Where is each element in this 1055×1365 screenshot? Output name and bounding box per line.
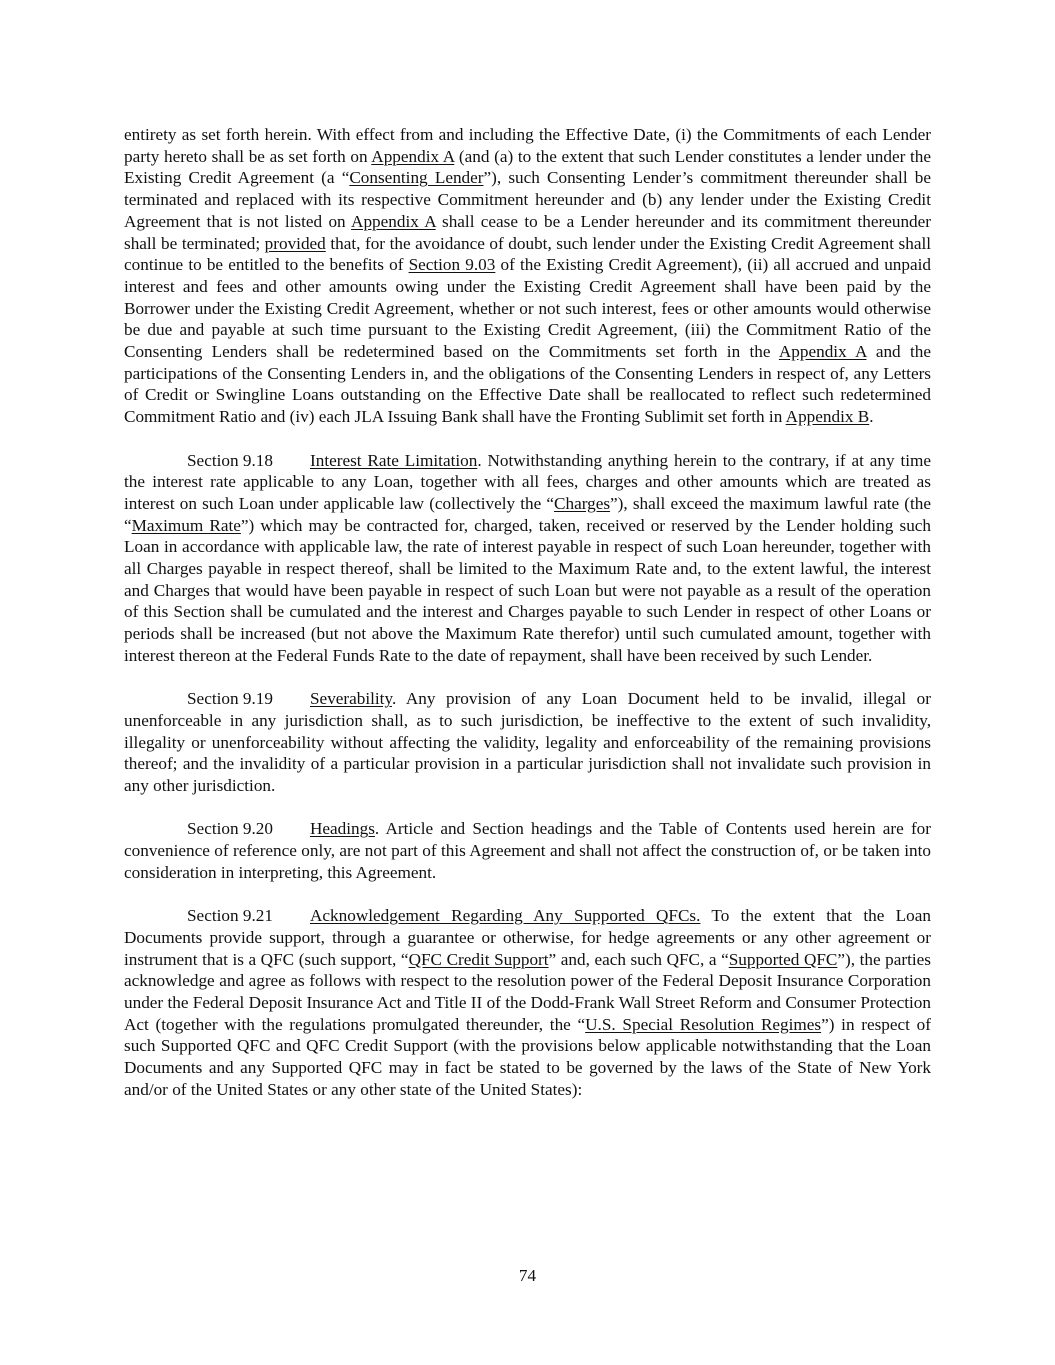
appendix-a-reference: Appendix A	[351, 211, 436, 231]
section-heading: Headings	[310, 819, 375, 839]
appendix-a-reference: Appendix A	[371, 146, 455, 166]
continuation-paragraph: entirety as set forth herein. With effect from and including the Effective Date, (i) the Commitments of each Lender party hereto shall be as set forth on Appendix A (and (a) to the extent that such Lender constitutes a lender under the Existing Credit Agreement (a “Consenting Lender”), such Consenting Lender’s commitment thereunder shall be terminated and replaced with its respective Commitment hereunder and (b) any lender under the Existing Credit Agreement that is not listed on Appendix A shall cease to be a Lender hereunder and its commitment thereunder shall be terminated; provided that, for the avoidance of doubt, such lender under the Existing Credit Agreement shall continue to be entitled to the benefits of Section 9.03 of the Existing Credit Agreement), (ii) all accrued and unpaid interest and fees and other amounts owing under the Existing Credit Agreement shall have been paid by the Borrower under the Existing Credit Agreement, whether or not such interest, fees or other amounts would otherwise be due and payable at such time pursuant to the Existing Credit Agreement, (iii) the Commitment Ratio of the Consenting Lenders shall be redetermined based on the Commitments set forth in the Appendix A and the participations of the Consenting Lenders in, and the obligations of the Consenting Lenders in respect of, any Letters of Credit or Swingline Loans outstanding on the Effective Date shall be reallocated to reflect such redetermined Commitment Ratio and (iv) each JLA Issuing Bank shall have the Fronting Sublimit set forth in Appendix B.	[124, 125, 931, 427]
section-number: Section 9.19	[187, 689, 273, 709]
section-heading: Interest Rate Limitation	[310, 450, 478, 470]
consenting-lender-term: Consenting Lender	[349, 168, 484, 188]
section-9-20-paragraph: Section 9.20 Headings. Article and Section headings and the Table of Contents used herein are for convenience of reference only, are not part of this Agreement and shall not affect the construction of, or be taken into consideration in interpreting, this Agreement.	[124, 819, 931, 882]
appendix-b-reference: Appendix B	[785, 407, 870, 427]
page-number: 74	[518, 1266, 537, 1285]
maximum-rate-term: Maximum Rate	[131, 515, 241, 535]
charges-term: Charges	[554, 493, 611, 513]
us-special-resolution-regimes-term: U.S. Special Resolution Regimes	[585, 1014, 822, 1034]
document-page	[124, 124, 931, 1101]
section-heading: Acknowledgement Regarding Any Supported QFCs.	[310, 906, 701, 926]
appendix-a-reference: Appendix A	[778, 342, 867, 362]
section-9-03-reference: Section 9.03	[408, 255, 496, 275]
section-9-19-paragraph: Section 9.19 Severability. Any provision of any Loan Document held to be invalid, illegal or unenforceable in any jurisdiction shall, as to such jurisdiction, be ineffective to the extent of such invalidity, illegality or unenforceability without affecting the validity, legality and enforceability of the remaining provisions thereof; and the invalidity of a particular provision in a particular jurisdiction shall not invalidate such provision in any other jurisdiction.	[124, 689, 931, 796]
section-number: Section 9.20	[187, 819, 273, 839]
provided-term: provided	[264, 233, 326, 253]
qfc-credit-support-term: QFC Credit Support	[408, 949, 549, 969]
section-9-21-paragraph: Section 9.21 Acknowledgement Regarding Any Supported QFCs. To the extent that the Loan Documents provide support, through a guarantee or otherwise, for hedge agreements or any other agreement or instrument that is a QFC (such support, “QFC Credit Support” and, each such QFC, a “Supported QFC”), the parties acknowledge and agree as follows with respect to the resolution power of the Federal Deposit Insurance Corporation under the Federal Deposit Insurance Act and Title II of the Dodd-Frank Wall Street Reform and Consumer Protection Act (together with the regulations promulgated thereunder, the “U.S. Special Resolution Regimes”) in respect of such Supported QFC and QFC Credit Support (with the provisions below applicable notwithstanding that the Loan Documents and any Supported QFC may in fact be stated to be governed by the laws of the State of New York and/or of the United States or any other state of the United States):	[124, 906, 932, 1099]
section-9-18-paragraph: Section 9.18 Interest Rate Limitation. Notwithstanding anything herein to the contrary, if at any time the interest rate applicable to any Loan, together with all fees, charges and other amounts which are treated as interest on such Loan under applicable law (collectively the “Charges”), shall exceed the maximum lawful rate (the “Maximum Rate”) which may be contracted for, charged, taken, received or reserved by the Lender holding such Loan in accordance with applicable law, the rate of interest payable in respect of such Loan hereunder, together with all Charges payable in respect thereof, shall be limited to the Maximum Rate and, to the extent lawful, the interest and Charges that would have been payable in respect of such Loan but were not payable as a result of the operation of this Section shall be cumulated and the interest and Charges payable to such Lender in respect of other Loans or periods shall be increased (but not above the Maximum Rate therefor) until such cumulated amount, together with interest thereon at the Federal Funds Rate to the date of repayment, shall have been received by such Lender.	[124, 450, 932, 665]
section-heading: Severability	[310, 689, 392, 709]
supported-qfc-term: Supported QFC	[728, 949, 838, 969]
section-number: Section 9.18	[187, 450, 273, 470]
section-number: Section 9.21	[187, 906, 273, 926]
